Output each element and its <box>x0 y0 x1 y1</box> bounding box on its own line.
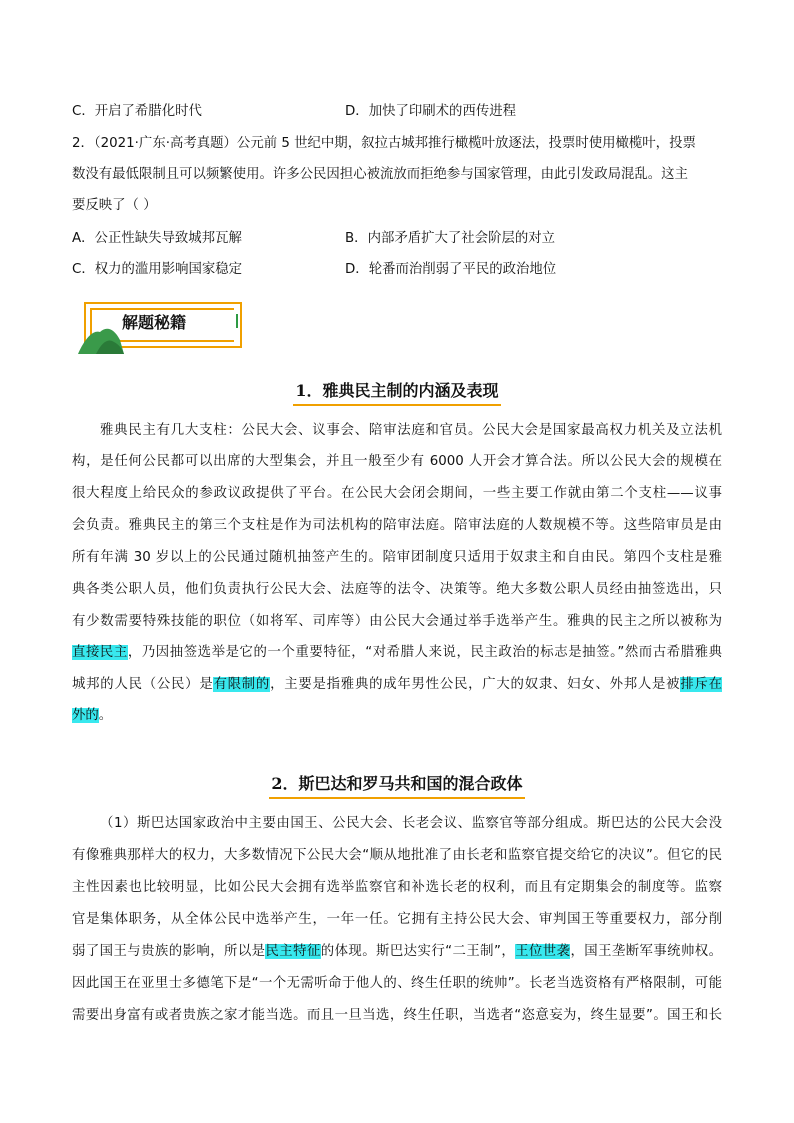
highlight-excluded-end: 外的 <box>72 708 99 723</box>
highlight-direct-democracy: 直接民主 <box>72 645 128 660</box>
section2-line-6: 因此国王在亚里士多德笔下是“一个无需听命于他人的、终生任职的统帅”。长老当选资格有严格限制，可能 <box>72 976 722 991</box>
highlight-restricted: 有限制的 <box>213 677 271 692</box>
section1-line-9-mid: ，主要是指雅典的成年男性公民，广大的奴隶、妇女、外邦人是被 <box>270 677 681 692</box>
section1-line-10-post: 。 <box>98 708 113 723</box>
section1-line-8-text: ，乃因抽签选举是它的一个重要特征，“对希腊人来说，民主政治的标志是抽签。”然而古希腊雅典 <box>127 645 723 660</box>
q2-stem-line-3: 要反映了（ ） <box>72 198 157 213</box>
q2-option-d: D．轮番而治削弱了平民的政治地位 <box>345 262 557 277</box>
section2-line-5-mid: 的体现。斯巴达实行“二王制”， <box>320 944 516 959</box>
q2-option-a: A．公正性缺失导致城邦瓦解 <box>72 231 242 246</box>
tips-badge <box>76 296 248 356</box>
section2-line-1: （1）斯巴达国家政治中主要由国王、公民大会、长老会议、监察官等部分组成。斯巴达的公民大会没 <box>100 816 722 831</box>
section1-line-3: 很大程度上给民众的参政议政提供了平台。在公民大会闭会期间，一些主要工作就由第二个支柱——议事 <box>72 486 722 501</box>
q1-option-c: C．开启了希腊化时代 <box>72 104 202 119</box>
section1-line-10 <box>72 706 722 726</box>
section1-line-9 <box>72 675 722 695</box>
q1-option-d: D．加快了印刷术的西传进程 <box>345 104 516 119</box>
section1-line-9-pre: 城邦的人民（公民）是 <box>72 677 214 692</box>
badge-tick-mark <box>236 314 238 328</box>
q2-option-b: B．内部矛盾扩大了社会阶层的对立 <box>345 231 556 246</box>
section2-line-5-post: ，国王垄断军事统帅权。 <box>570 944 723 959</box>
section2-heading <box>0 771 794 799</box>
section1-heading <box>0 378 794 406</box>
section1-line-4: 会负责。雅典民主的第三个支柱是作为司法机构的陪审法庭。陪审法庭的人数规模不等。这些陪审员是由 <box>72 518 722 533</box>
section1-line-8 <box>72 643 722 663</box>
q2-option-c: C．权力的滥用影响国家稳定 <box>72 262 243 277</box>
section2-line-4: 官是集体职务，从全体公民中选举产生，一年一任。它拥有主持公民大会、审判国王等重要权力，部分削 <box>72 912 722 927</box>
section2-line-2: 有像雅典那样大的权力，大多数情况下公民大会“顺从地批准了由长老和监察官提交给它的决议”。但它的民 <box>72 848 722 863</box>
section1-line-6: 典各类公职人员，他们负责执行公民大会、法庭等的法令、决策等。绝大多数公职人员经由抽签选出，只 <box>72 582 722 597</box>
section2-line-3: 主性因素也比较明显，比如公民大会拥有选举监察官和补选长老的权利，而且有定期集会的制度等。监察 <box>72 880 722 895</box>
badge-label: 解题秘籍 <box>122 313 187 332</box>
q2-stem-line-2: 数没有最低限制且可以频繁使用。许多公民因担心被流放而拒绝参与国家管理，由此引发政局混乱。这主 <box>72 167 688 182</box>
section1-line-7: 有少数需要特殊技能的职位（如将军、司库等）由公民大会通过举手选举产生。雅典的民主之所以被称为 <box>72 614 722 629</box>
section1-heading-text: 1．雅典民主制的内涵及表现 <box>293 378 500 406</box>
section2-line-7: 需要出身富有或者贵族之家才能当选。而且一旦当选，终生任职，当选者“恣意妄为，终生显要”。国王和长 <box>72 1008 722 1023</box>
highlight-democratic-feature: 民主特征 <box>265 944 321 959</box>
highlight-hereditary-throne: 王位世袭 <box>515 944 571 959</box>
highlight-excluded: 排斥在 <box>680 677 723 692</box>
section1-line-1: 雅典民主有几大支柱：公民大会、议事会、陪审法庭和官员。公民大会是国家最高权力机关及立法机 <box>100 423 722 438</box>
q2-stem-line-1: 2．（2021·广东·高考真题）公元前 5 世纪中期，叙拉古城邦推行橄榄叶放逐法，投票时使用橄榄叶，投票 <box>72 136 696 151</box>
section1-line-2: 构，是任何公民都可以出席的大型集会，并且一般至少有 6000 人开会才算合法。所以公民大会的规模在 <box>72 454 722 469</box>
section1-line-5: 所有年满 30 岁以上的公民通过随机抽签产生的。陪审团制度只适用于奴隶主和自由民。第四个支柱是雅 <box>72 550 722 565</box>
section2-line-5-pre: 弱了国王与贵族的影响，所以是 <box>72 944 266 959</box>
section2-line-5 <box>72 942 722 962</box>
section2-heading-text: 2．斯巴达和罗马共和国的混合政体 <box>269 771 524 799</box>
